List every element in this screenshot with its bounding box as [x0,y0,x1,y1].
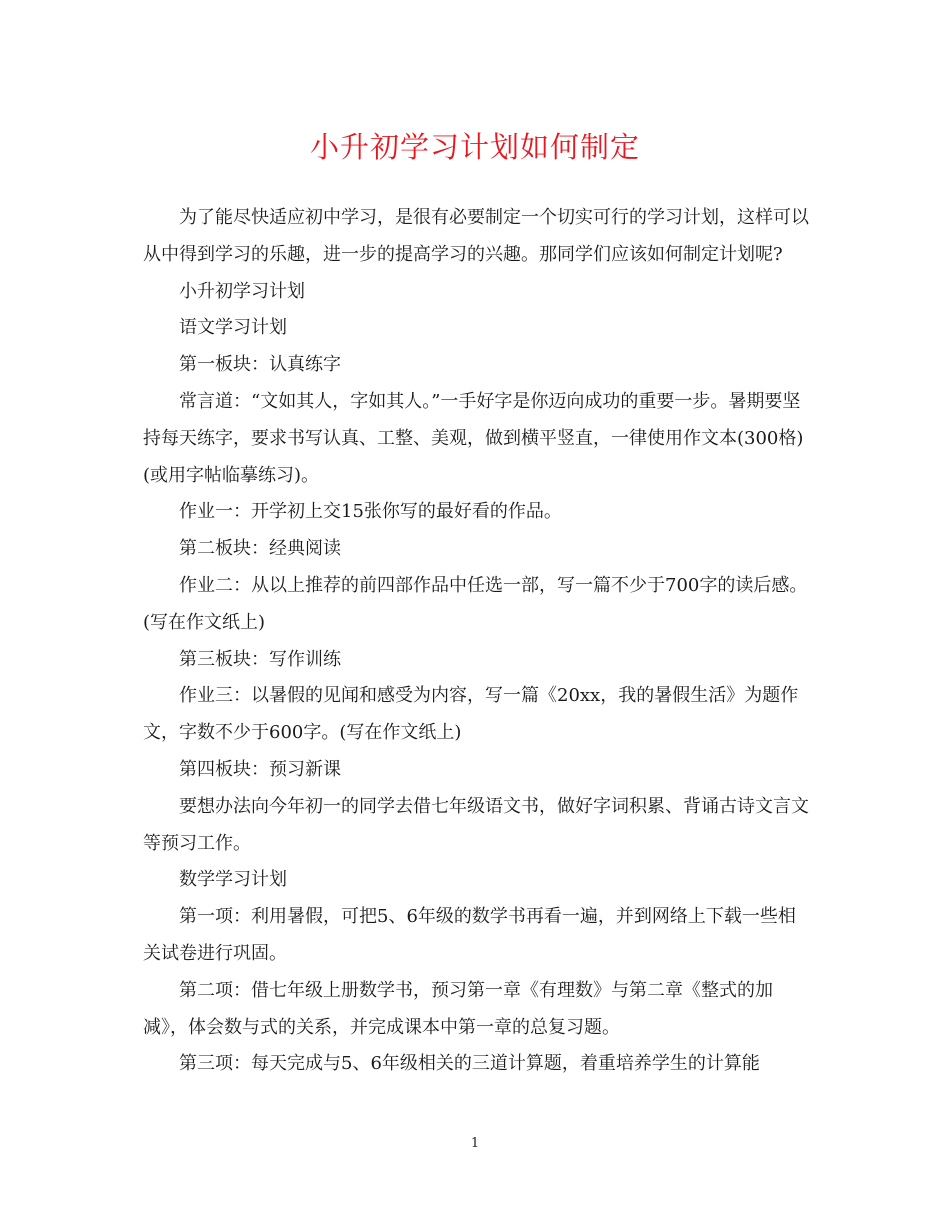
paragraph: 第一项：利用暑假，可把5、6年级的数学书再看一遍，并到网络上下载一些相关试卷进行巩固。 [143,906,796,964]
paragraph: 第二项：借七年级上册数学书，预习第一章《有理数》与第二章《整式的加减》，体会数与式的关系，并完成课本中第一章的总复习题。 [143,979,773,1038]
block-heading: 第二板块：经典阅读 [179,538,341,560]
paragraph: 常言道：“文如其人，字如其人。”一手好字是你迈向成功的重要一步。暑期要坚持每天练字，要求书写认真、工整、美观，做到横平竖直，一律使用作文本(300格)(或用字帖临摹练习)。 [143,390,804,486]
block-heading: 第四板块：预习新课 [179,758,341,780]
assignment-paragraph: 作业二：从以上推荐的前四部作品中任选一部，写一篇不少于700字的读后感。(写在作文纸上) [143,574,808,633]
assignment-paragraph: 作业三：以暑假的见闻和感受为内容，写一篇《20xx，我的暑假生活》为题作文，字数不少于600字。(写在作文纸上) [143,685,799,744]
section-heading: 小升初学习计划 [179,280,305,302]
assignment-paragraph: 作业一：开学初上交15张你写的最好看的作品。 [179,501,562,523]
subsection-heading: 语文学习计划 [179,317,287,339]
document-title: 小升初学习计划如何制定 [309,130,640,164]
block-heading: 第三板块：写作训练 [179,648,341,670]
paragraph: 要想办法向今年初一的同学去借七年级语文书，做好字词积累、背诵古诗文言文等预习工作。 [143,795,809,854]
page-number: 1 [470,1136,480,1151]
block-heading: 第一板块：认真练字 [179,354,341,376]
paragraph: 第三项：每天完成与5、6年级相关的三道计算题，着重培养学生的计算能 [179,1053,760,1075]
intro-paragraph: 为了能尽快适应初中学习，是很有必要制定一个切实可行的学习计划，这样可以从中得到学习的乐趣，进一步的提高学习的兴趣。那同学们应该如何制定计划呢? [143,207,809,265]
document-body [143,200,810,1083]
subsection-heading: 数学学习计划 [179,869,287,891]
